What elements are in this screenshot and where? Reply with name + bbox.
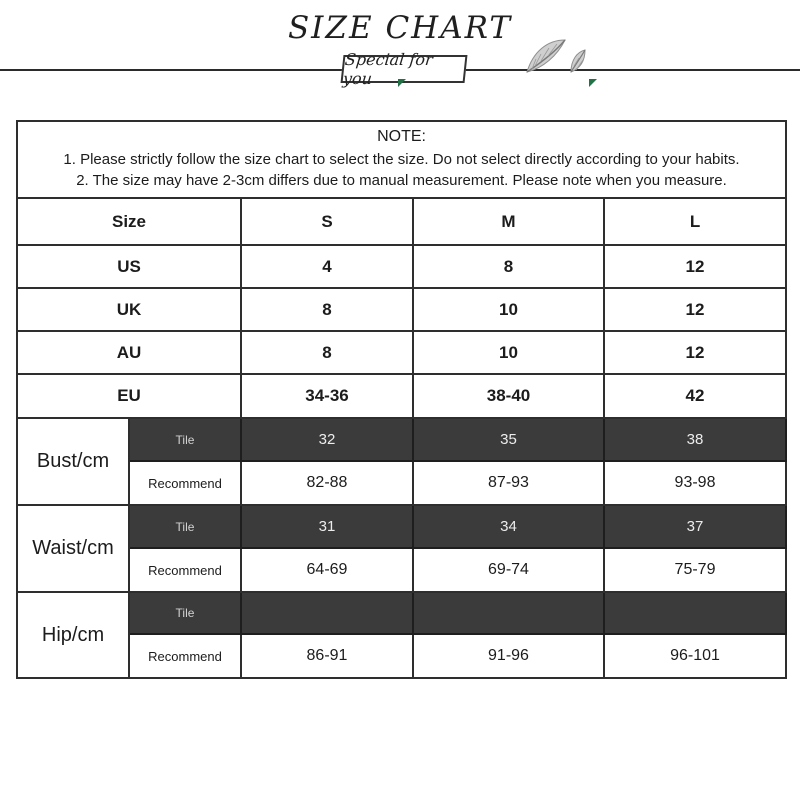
table-cell: 42 xyxy=(604,374,786,418)
column-header-m: M xyxy=(413,198,604,245)
row-label-hip: Hip/cm xyxy=(17,592,129,678)
table-cell: 31 xyxy=(241,505,413,548)
row-label-au: AU xyxy=(17,331,241,374)
table-cell: 34 xyxy=(413,505,604,548)
table-cell: 12 xyxy=(604,288,786,331)
row-label-us: US xyxy=(17,245,241,288)
sub-label-tile: Tile xyxy=(129,418,241,461)
table-row xyxy=(17,374,786,418)
table-cell: 37 xyxy=(604,505,786,548)
row-label-waist: Waist/cm xyxy=(17,505,129,592)
table-row xyxy=(17,288,786,331)
table-cell xyxy=(241,592,413,634)
page-title: SIZE CHART xyxy=(287,10,513,46)
table-cell: 38-40 xyxy=(413,374,604,418)
table-cell: 10 xyxy=(413,288,604,331)
table-cell: 96-101 xyxy=(604,634,786,678)
size-chart-table xyxy=(16,120,785,679)
row-label-bust: Bust/cm xyxy=(17,418,129,505)
table-cell: 93-98 xyxy=(604,461,786,505)
sub-label-recommend: Recommend xyxy=(129,461,241,505)
table-cell: 8 xyxy=(241,288,413,331)
table-cell: 64-69 xyxy=(241,548,413,592)
table-cell: 4 xyxy=(241,245,413,288)
sub-label-recommend: Recommend xyxy=(129,548,241,592)
table-cell: 8 xyxy=(413,245,604,288)
note-heading: NOTE: xyxy=(377,128,426,145)
feather-icon xyxy=(505,28,605,76)
table-cell: 86-91 xyxy=(241,634,413,678)
note-line: 1. Please strictly follow the size chart to select the size. Do not select directly according to your habits. xyxy=(63,150,740,168)
table-row xyxy=(17,592,786,634)
table-row xyxy=(17,505,786,548)
row-label-eu: EU xyxy=(17,374,241,418)
row-label-uk: UK xyxy=(17,288,241,331)
cell-flag-icon xyxy=(398,79,406,87)
table-row xyxy=(17,245,786,288)
table-cell: 82-88 xyxy=(241,461,413,505)
column-header-s: S xyxy=(241,198,413,245)
sub-label-tile: Tile xyxy=(129,505,241,548)
table-cell xyxy=(413,592,604,634)
special-badge: Special for you xyxy=(341,55,468,83)
table-row xyxy=(17,331,786,374)
table-row xyxy=(17,418,786,461)
cell-flag-icon xyxy=(589,79,597,87)
table-row xyxy=(17,548,786,592)
table-cell: 91-96 xyxy=(413,634,604,678)
table-cell: 69-74 xyxy=(413,548,604,592)
column-header-l: L xyxy=(604,198,786,245)
sub-label-tile: Tile xyxy=(129,592,241,634)
table-cell: 87-93 xyxy=(413,461,604,505)
table-cell: 12 xyxy=(604,331,786,374)
table-cell: 10 xyxy=(413,331,604,374)
column-header-size: Size xyxy=(17,198,241,245)
note-section xyxy=(17,121,786,198)
table-cell: 75-79 xyxy=(604,548,786,592)
table-row xyxy=(17,461,786,505)
table-cell xyxy=(604,592,786,634)
note-line: 2. The size may have 2-3cm differs due to manual measurement. Please note when you measure. xyxy=(76,172,727,190)
sub-label-recommend: Recommend xyxy=(129,634,241,678)
table-cell: 12 xyxy=(604,245,786,288)
table-cell: 8 xyxy=(241,331,413,374)
table-cell: 34-36 xyxy=(241,374,413,418)
table-cell: 38 xyxy=(604,418,786,461)
table-cell: 32 xyxy=(241,418,413,461)
table-row xyxy=(17,634,786,678)
table-cell: 35 xyxy=(413,418,604,461)
